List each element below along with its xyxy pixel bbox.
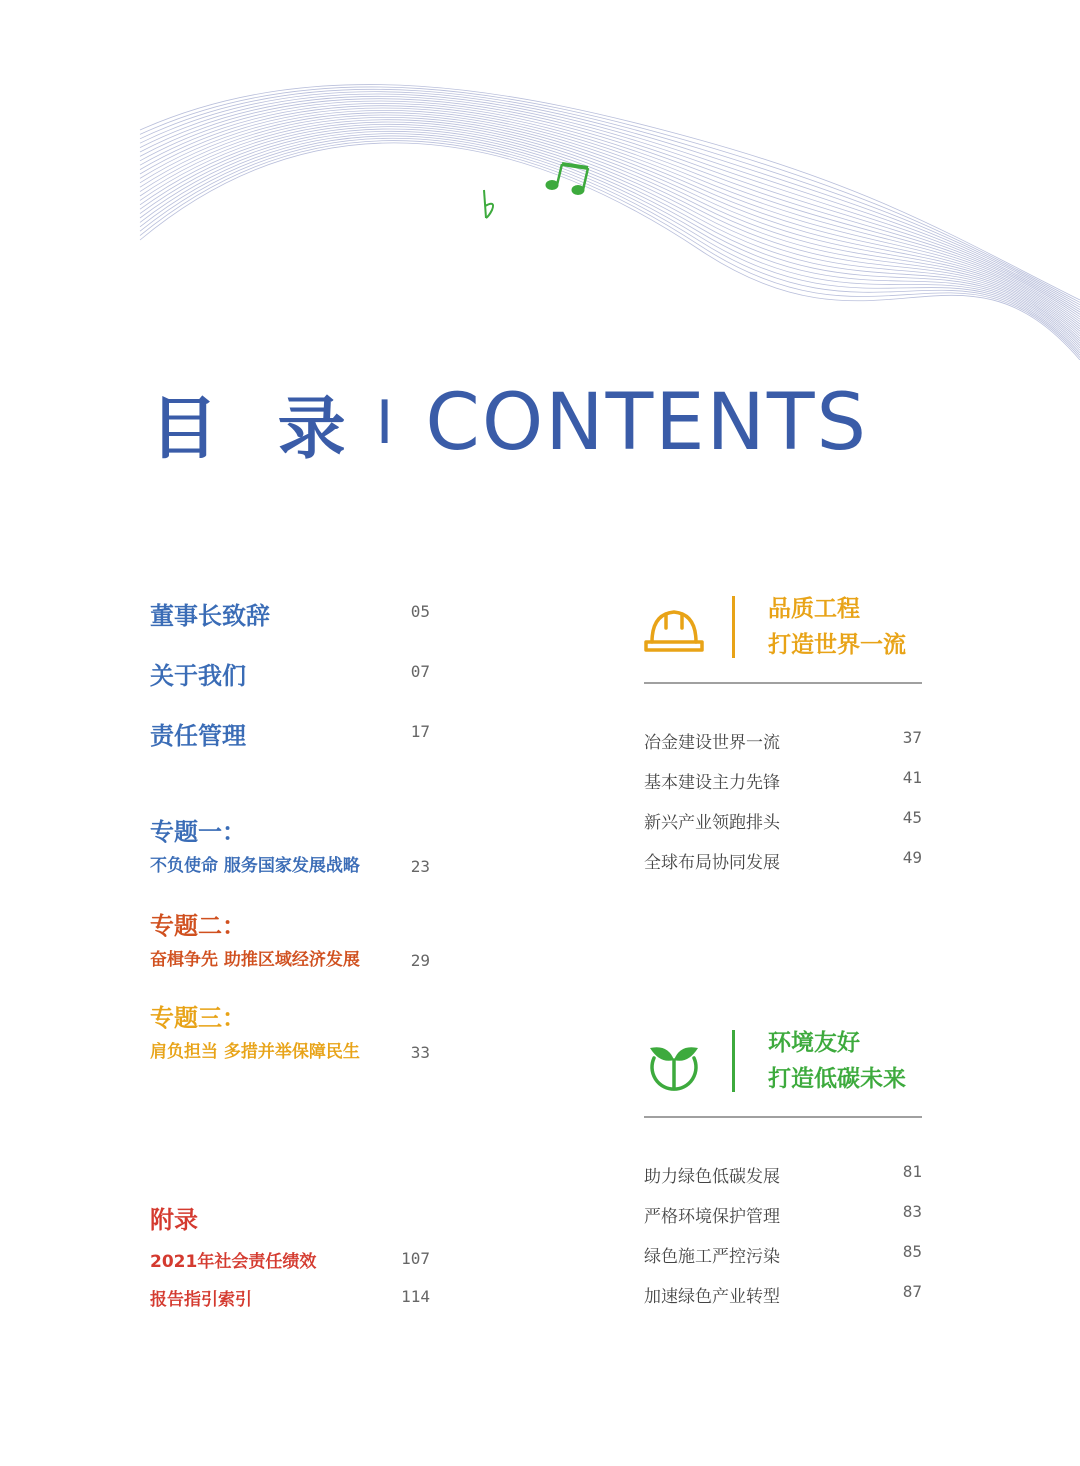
- list-item[interactable]: [644, 1162, 922, 1202]
- section-title-line1: 环境友好: [768, 1030, 860, 1056]
- list-item[interactable]: [644, 768, 922, 808]
- section-title-line1: 品质工程: [768, 596, 860, 622]
- list-item-page: 45: [902, 808, 922, 827]
- list-item[interactable]: [644, 1242, 922, 1282]
- list-item[interactable]: [644, 1202, 922, 1242]
- page-title: [150, 378, 868, 468]
- list-item-label: 冶金建设世界一流: [644, 733, 780, 753]
- section-divider: [732, 596, 735, 658]
- list-item-label: 基本建设主力先锋: [644, 773, 780, 793]
- title-english: CONTENTS: [425, 378, 869, 468]
- topic-subtitle: 不负使命 服务国家发展战略: [150, 856, 360, 876]
- topic-title: 专题二：: [150, 912, 246, 940]
- appendix-item-page: 107: [401, 1249, 430, 1268]
- toc-section-environment: [644, 1030, 922, 1307]
- sprout-icon: [644, 1036, 704, 1092]
- wave-line: [140, 103, 1080, 319]
- toc-appendix: [150, 1200, 430, 1317]
- list-item[interactable]: [644, 728, 922, 768]
- list-item-page: 87: [902, 1282, 922, 1301]
- toc-item-label: 责任管理: [150, 722, 246, 750]
- section-divider: [732, 1030, 735, 1092]
- list-item-label: 助力绿色低碳发展: [644, 1167, 780, 1187]
- toc-topic-2[interactable]: [150, 906, 430, 970]
- topic-subtitle: 奋楫争先 助推区域经济发展: [150, 950, 360, 970]
- section-items: [644, 1162, 922, 1322]
- toc-item-label: 关于我们: [150, 662, 246, 690]
- appendix-item-label: 报告指引索引: [150, 1290, 252, 1310]
- wave-line: [140, 124, 1080, 340]
- list-item-page: 41: [902, 768, 922, 787]
- section-header: [644, 1030, 922, 1110]
- section-title-line2: 打造低碳未来: [768, 1066, 906, 1092]
- topic-page: 23: [410, 857, 430, 876]
- toc-topic-3[interactable]: [150, 998, 430, 1062]
- topic-title: 专题一：: [150, 818, 246, 846]
- toc-section-quality: [644, 596, 922, 873]
- section-rule: [644, 682, 922, 684]
- section-header: [644, 596, 922, 676]
- appendix-item-index[interactable]: [150, 1285, 430, 1317]
- toc-item-chairman-message[interactable]: [150, 596, 430, 636]
- toc-item-page: 17: [410, 722, 430, 741]
- list-item-label: 严格环境保护管理: [644, 1207, 780, 1227]
- list-item[interactable]: [644, 808, 922, 848]
- toc-item-page: 07: [410, 662, 430, 681]
- toc-topic-1[interactable]: [150, 812, 430, 876]
- appendix-item-label: 2021年社会责任绩效: [150, 1252, 317, 1272]
- section-title-line2: 打造世界一流: [768, 632, 906, 658]
- list-item-page: 85: [902, 1242, 922, 1261]
- topic-title: 专题三：: [150, 1004, 246, 1032]
- appendix-title: 附录: [150, 1206, 198, 1234]
- title-separator: I: [375, 388, 394, 458]
- wave-line: [140, 129, 1080, 346]
- decorative-wave: [0, 0, 1080, 360]
- list-item-label: 新兴产业领跑排头: [644, 813, 780, 833]
- wave-line: [140, 113, 1080, 329]
- appendix-item-page: 114: [401, 1287, 430, 1306]
- list-item-label: 绿色施工严控污染: [644, 1247, 780, 1267]
- topic-page: 29: [410, 951, 430, 970]
- list-item-label: 加速绿色产业转型: [644, 1287, 780, 1307]
- list-item-page: 49: [902, 848, 922, 867]
- title-chinese: 目 录: [150, 389, 364, 469]
- topic-subtitle: 肩负担当 多措并举保障民生: [150, 1042, 360, 1062]
- section-rule: [644, 1116, 922, 1118]
- section-items: [644, 728, 922, 888]
- list-item-page: 81: [902, 1162, 922, 1181]
- list-item-page: 83: [902, 1202, 922, 1221]
- hardhat-icon: [644, 602, 704, 658]
- topic-page: 33: [410, 1043, 430, 1062]
- wave-line: [140, 138, 1080, 355]
- wave-line: [140, 85, 1080, 300]
- appendix-item-performance[interactable]: [150, 1247, 430, 1279]
- list-item[interactable]: [644, 1282, 922, 1322]
- list-item-page: 37: [902, 728, 922, 747]
- wave-line: [140, 115, 1080, 331]
- toc-item-responsibility-management[interactable]: [150, 716, 430, 756]
- list-item[interactable]: [644, 848, 922, 888]
- list-item-label: 全球布局协同发展: [644, 853, 780, 873]
- toc-item-label: 董事长致辞: [150, 602, 270, 630]
- toc-item-page: 05: [410, 602, 430, 621]
- wave-line: [140, 141, 1080, 358]
- flat-symbol-icon: [484, 190, 493, 218]
- toc-item-about-us[interactable]: [150, 656, 430, 696]
- wave-line: [140, 117, 1080, 333]
